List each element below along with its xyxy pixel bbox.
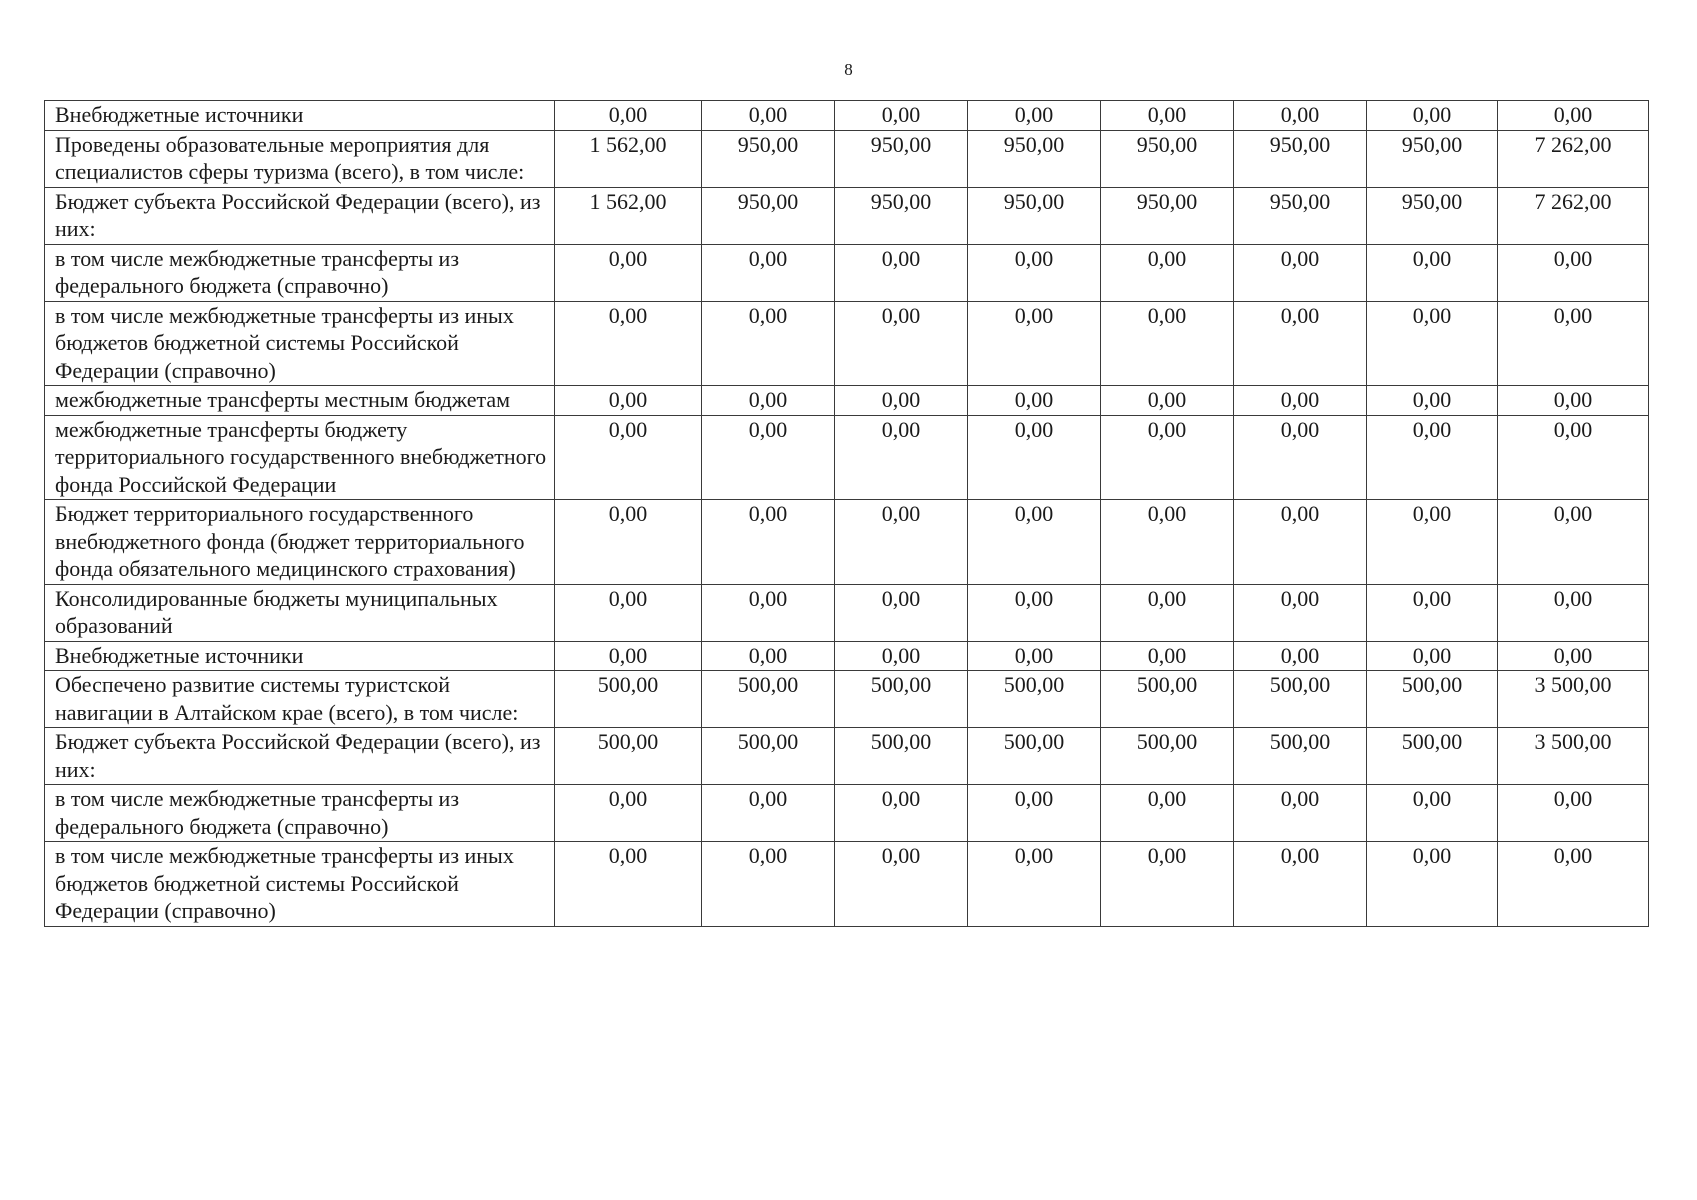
value-cell: 0,00 <box>1498 301 1649 386</box>
table-row <box>45 415 1649 500</box>
value-cell: 0,00 <box>702 641 835 671</box>
value-cell: 0,00 <box>1101 641 1234 671</box>
value-cell: 0,00 <box>1101 301 1234 386</box>
table-row <box>45 671 1649 728</box>
value-cell: 0,00 <box>1101 584 1234 641</box>
table-body <box>45 101 1649 927</box>
value-cell: 0,00 <box>1234 244 1367 301</box>
value-cell: 7 262,00 <box>1498 187 1649 244</box>
value-cell: 0,00 <box>1367 386 1498 416</box>
value-cell: 0,00 <box>835 415 968 500</box>
value-cell: 0,00 <box>1498 842 1649 927</box>
value-cell: 0,00 <box>1367 500 1498 585</box>
row-label: Проведены образовательные мероприятия для специалистов сферы туризма (всего), в том числе: <box>45 130 555 187</box>
value-cell: 0,00 <box>835 584 968 641</box>
value-cell: 500,00 <box>1101 728 1234 785</box>
table-row <box>45 187 1649 244</box>
row-label: Внебюджетные источники <box>45 101 555 131</box>
value-cell: 950,00 <box>1367 130 1498 187</box>
value-cell: 0,00 <box>702 101 835 131</box>
value-cell: 0,00 <box>1498 244 1649 301</box>
value-cell: 0,00 <box>555 301 702 386</box>
value-cell: 0,00 <box>968 415 1101 500</box>
value-cell: 0,00 <box>835 301 968 386</box>
value-cell: 950,00 <box>968 130 1101 187</box>
value-cell: 0,00 <box>1498 584 1649 641</box>
value-cell: 0,00 <box>1234 386 1367 416</box>
table-row <box>45 244 1649 301</box>
value-cell: 0,00 <box>555 415 702 500</box>
value-cell: 0,00 <box>968 386 1101 416</box>
value-cell: 0,00 <box>968 785 1101 842</box>
value-cell: 0,00 <box>1367 584 1498 641</box>
value-cell: 3 500,00 <box>1498 671 1649 728</box>
row-label: в том числе межбюджетные трансферты из федерального бюджета (справочно) <box>45 244 555 301</box>
value-cell: 0,00 <box>702 386 835 416</box>
value-cell: 1 562,00 <box>555 130 702 187</box>
value-cell: 7 262,00 <box>1498 130 1649 187</box>
value-cell: 0,00 <box>702 842 835 927</box>
value-cell: 0,00 <box>702 244 835 301</box>
table-row <box>45 641 1649 671</box>
value-cell: 0,00 <box>968 641 1101 671</box>
value-cell: 0,00 <box>1367 244 1498 301</box>
value-cell: 0,00 <box>1101 386 1234 416</box>
page-number: 8 <box>844 60 853 79</box>
value-cell: 1 562,00 <box>555 187 702 244</box>
value-cell: 0,00 <box>968 842 1101 927</box>
value-cell: 0,00 <box>835 842 968 927</box>
row-label: в том числе межбюджетные трансферты из иных бюджетов бюджетной системы Российской Федерации (справочно) <box>45 842 555 927</box>
value-cell: 0,00 <box>1101 785 1234 842</box>
value-cell: 500,00 <box>835 728 968 785</box>
value-cell: 0,00 <box>702 415 835 500</box>
value-cell: 0,00 <box>1367 301 1498 386</box>
row-label: в том числе межбюджетные трансферты из федерального бюджета (справочно) <box>45 785 555 842</box>
value-cell: 0,00 <box>1498 386 1649 416</box>
value-cell: 950,00 <box>702 130 835 187</box>
value-cell: 0,00 <box>555 584 702 641</box>
table-row <box>45 728 1649 785</box>
value-cell: 0,00 <box>835 386 968 416</box>
value-cell: 0,00 <box>835 244 968 301</box>
value-cell: 0,00 <box>1367 842 1498 927</box>
row-label: Бюджет субъекта Российской Федерации (всего), из них: <box>45 187 555 244</box>
row-label: Внебюджетные источники <box>45 641 555 671</box>
value-cell: 500,00 <box>702 671 835 728</box>
value-cell: 0,00 <box>555 842 702 927</box>
value-cell: 950,00 <box>702 187 835 244</box>
value-cell: 950,00 <box>1101 187 1234 244</box>
value-cell: 0,00 <box>1498 101 1649 131</box>
value-cell: 500,00 <box>835 671 968 728</box>
value-cell: 0,00 <box>702 584 835 641</box>
value-cell: 0,00 <box>702 301 835 386</box>
value-cell: 0,00 <box>1498 785 1649 842</box>
value-cell: 950,00 <box>1234 130 1367 187</box>
value-cell: 0,00 <box>968 584 1101 641</box>
table-row <box>45 842 1649 927</box>
value-cell: 0,00 <box>1101 500 1234 585</box>
value-cell: 950,00 <box>1101 130 1234 187</box>
value-cell: 0,00 <box>555 785 702 842</box>
row-label: Бюджет субъекта Российской Федерации (всего), из них: <box>45 728 555 785</box>
value-cell: 500,00 <box>702 728 835 785</box>
value-cell: 0,00 <box>1234 101 1367 131</box>
value-cell: 500,00 <box>968 728 1101 785</box>
value-cell: 0,00 <box>1234 641 1367 671</box>
value-cell: 0,00 <box>835 500 968 585</box>
value-cell: 0,00 <box>1101 842 1234 927</box>
value-cell: 0,00 <box>835 641 968 671</box>
table-row <box>45 301 1649 386</box>
value-cell: 950,00 <box>1367 187 1498 244</box>
value-cell: 0,00 <box>1101 415 1234 500</box>
value-cell: 0,00 <box>1498 500 1649 585</box>
table-row <box>45 130 1649 187</box>
row-label: в том числе межбюджетные трансферты из иных бюджетов бюджетной системы Российской Федерации (справочно) <box>45 301 555 386</box>
value-cell: 0,00 <box>555 500 702 585</box>
value-cell: 500,00 <box>1234 728 1367 785</box>
value-cell: 0,00 <box>968 301 1101 386</box>
budget-table <box>44 100 1649 927</box>
value-cell: 0,00 <box>1367 101 1498 131</box>
row-label: межбюджетные трансферты бюджету территориального государственного внебюджетного фонда Российской Федерации <box>45 415 555 500</box>
value-cell: 500,00 <box>968 671 1101 728</box>
value-cell: 500,00 <box>555 728 702 785</box>
value-cell: 500,00 <box>1367 728 1498 785</box>
table-row <box>45 101 1649 131</box>
value-cell: 0,00 <box>1498 415 1649 500</box>
value-cell: 500,00 <box>1367 671 1498 728</box>
value-cell: 0,00 <box>968 244 1101 301</box>
value-cell: 0,00 <box>968 500 1101 585</box>
row-label: Бюджет территориального государственного внебюджетного фонда (бюджет территориального фонда обязательного медицинского страхования) <box>45 500 555 585</box>
value-cell: 0,00 <box>1234 415 1367 500</box>
value-cell: 950,00 <box>1234 187 1367 244</box>
table-row <box>45 785 1649 842</box>
value-cell: 0,00 <box>1234 785 1367 842</box>
value-cell: 3 500,00 <box>1498 728 1649 785</box>
value-cell: 0,00 <box>1101 101 1234 131</box>
row-label: Консолидированные бюджеты муниципальных образований <box>45 584 555 641</box>
value-cell: 0,00 <box>1367 641 1498 671</box>
row-label: Обеспечено развитие системы туристской навигации в Алтайском крае (всего), в том числе: <box>45 671 555 728</box>
value-cell: 0,00 <box>555 641 702 671</box>
value-cell: 950,00 <box>835 187 968 244</box>
value-cell: 0,00 <box>1101 244 1234 301</box>
value-cell: 0,00 <box>1367 415 1498 500</box>
value-cell: 0,00 <box>835 101 968 131</box>
value-cell: 0,00 <box>555 386 702 416</box>
value-cell: 0,00 <box>1234 842 1367 927</box>
value-cell: 950,00 <box>968 187 1101 244</box>
value-cell: 0,00 <box>1234 584 1367 641</box>
table-row <box>45 386 1649 416</box>
value-cell: 0,00 <box>1498 641 1649 671</box>
value-cell: 500,00 <box>1234 671 1367 728</box>
value-cell: 0,00 <box>702 785 835 842</box>
table-row <box>45 584 1649 641</box>
value-cell: 0,00 <box>1234 301 1367 386</box>
value-cell: 500,00 <box>555 671 702 728</box>
value-cell: 0,00 <box>835 785 968 842</box>
value-cell: 0,00 <box>1234 500 1367 585</box>
value-cell: 0,00 <box>702 500 835 585</box>
value-cell: 0,00 <box>555 101 702 131</box>
value-cell: 950,00 <box>835 130 968 187</box>
table-row <box>45 500 1649 585</box>
value-cell: 0,00 <box>968 101 1101 131</box>
value-cell: 0,00 <box>555 244 702 301</box>
row-label: межбюджетные трансферты местным бюджетам <box>45 386 555 416</box>
value-cell: 0,00 <box>1367 785 1498 842</box>
value-cell: 500,00 <box>1101 671 1234 728</box>
